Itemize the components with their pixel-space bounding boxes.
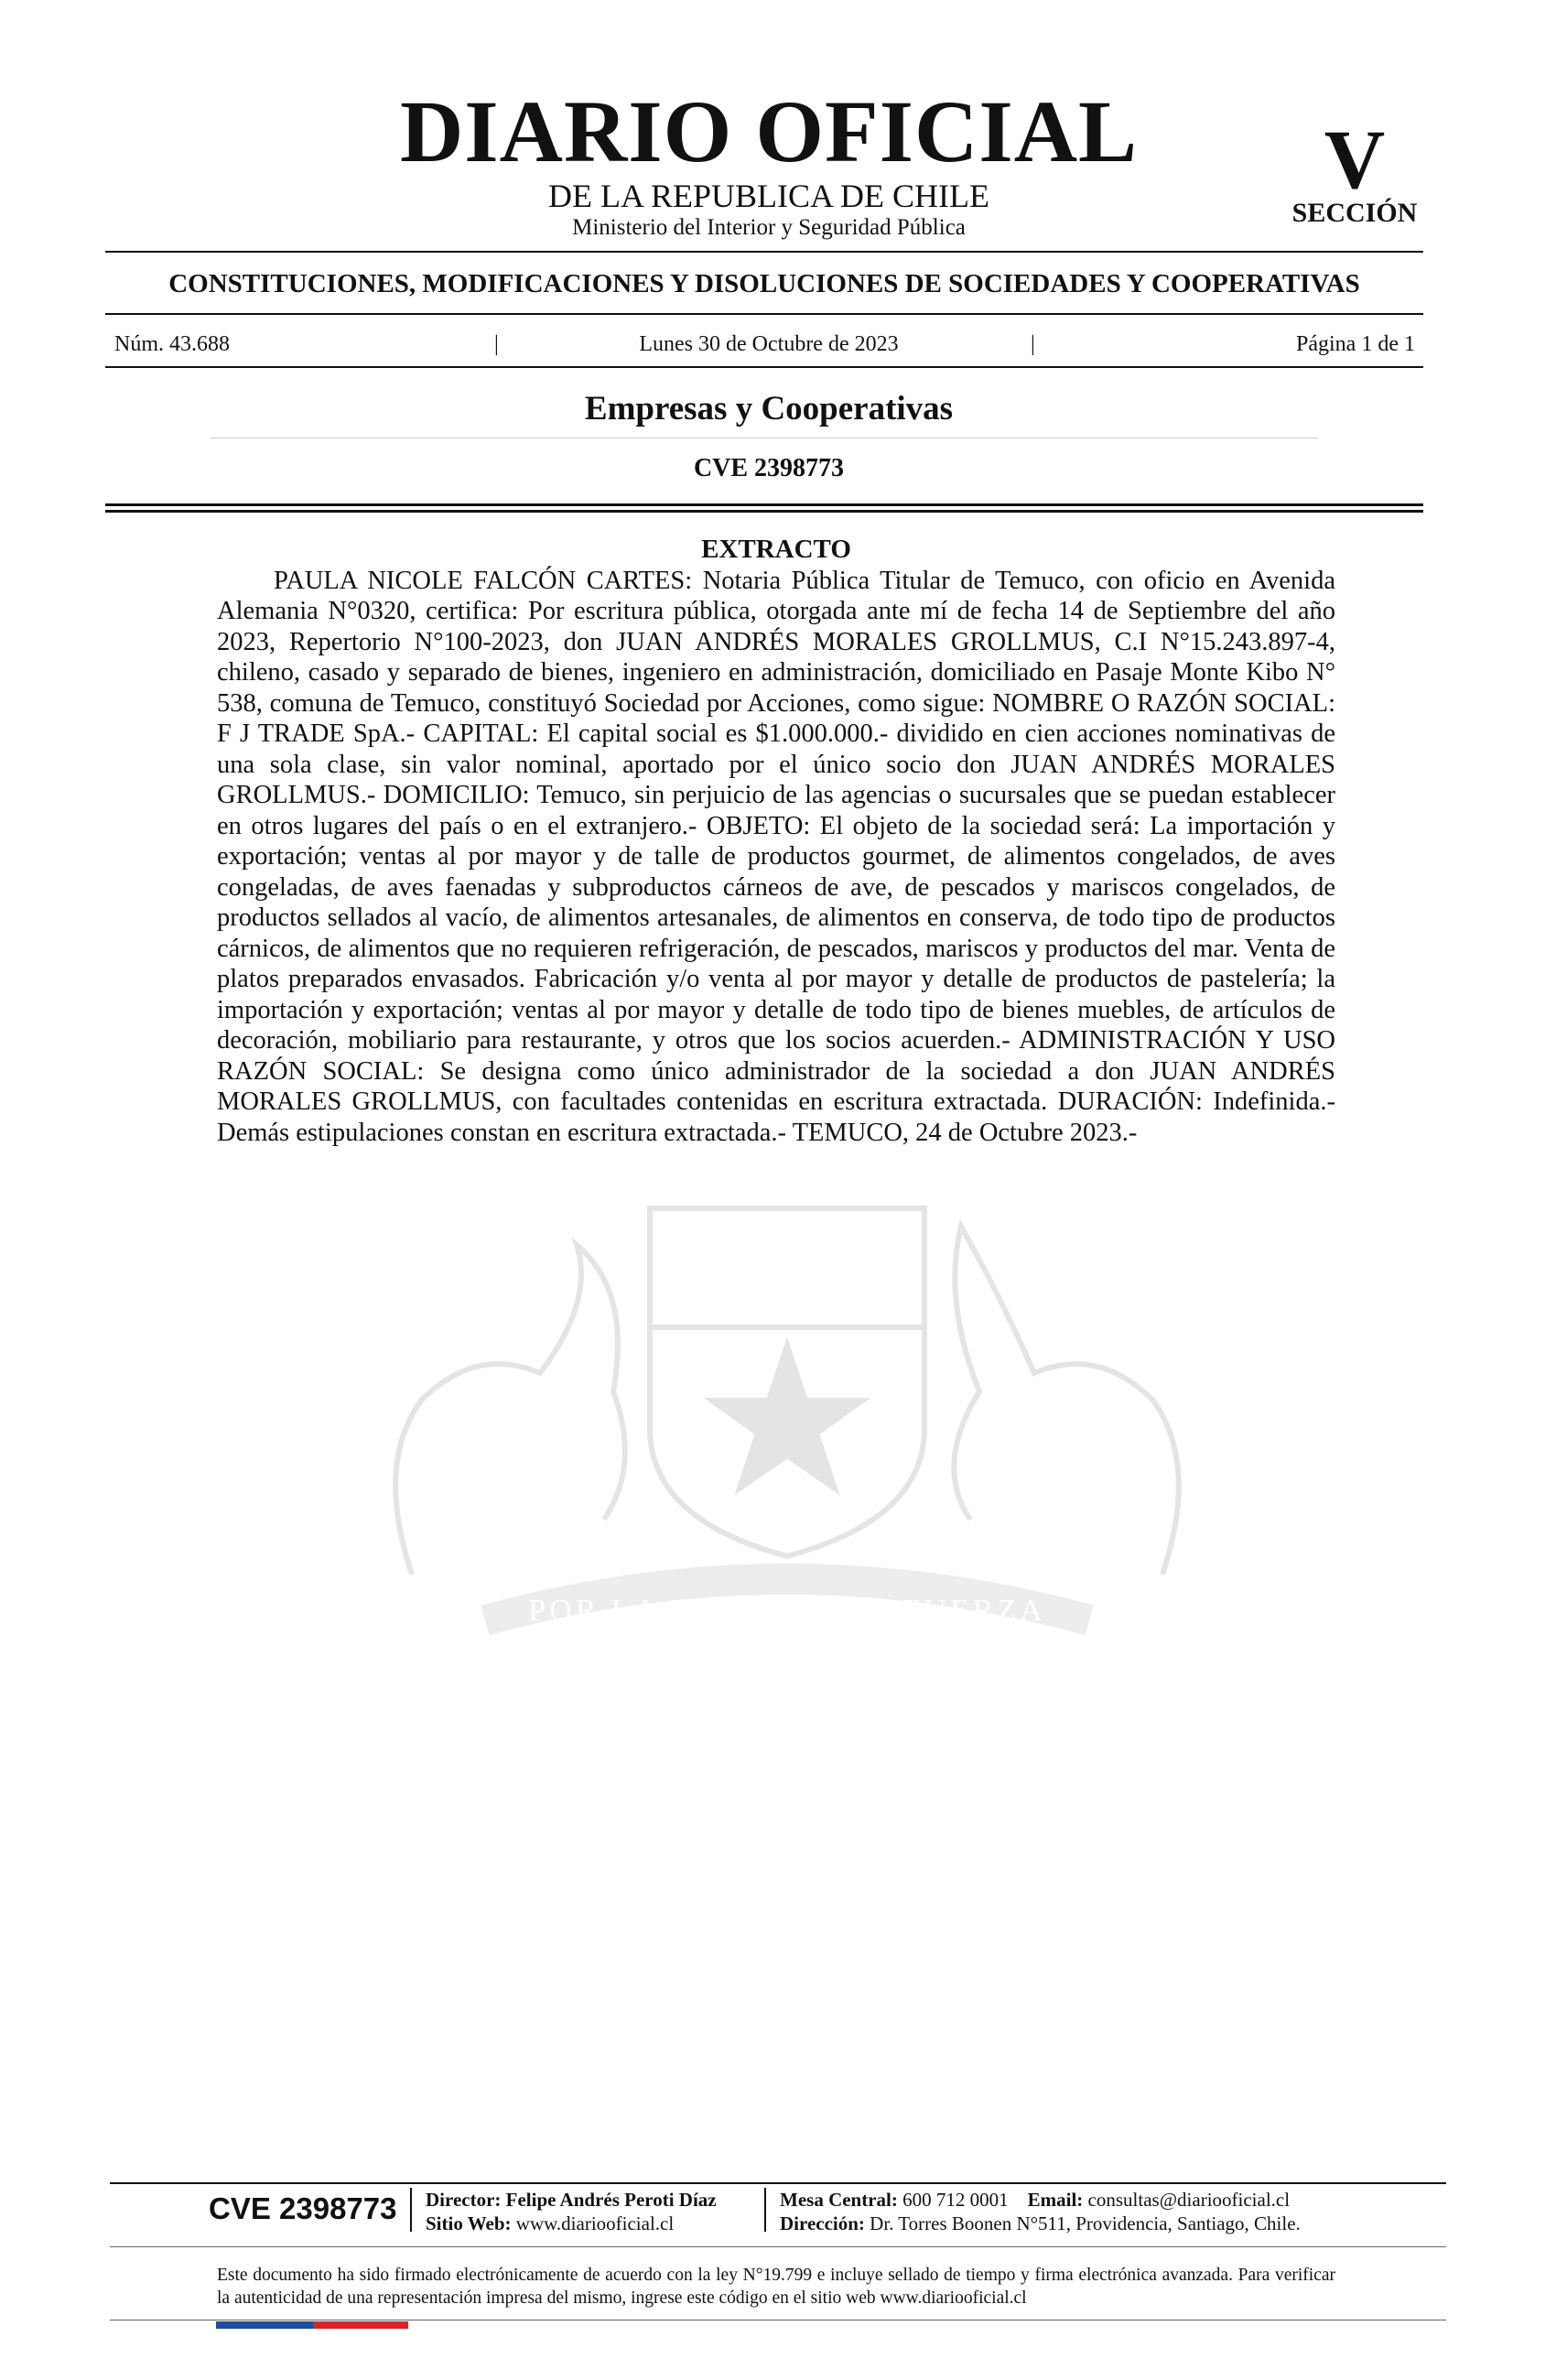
page-number: Página 1 de 1	[1296, 332, 1415, 356]
footer-director-block	[426, 2188, 717, 2235]
footer-separator	[410, 2188, 412, 2232]
website-label: Sitio Web:	[426, 2212, 512, 2234]
masthead-rule	[105, 251, 1423, 253]
meta-separator: |	[1031, 332, 1035, 356]
masthead-subtitle: DE LA REPUBLICA DE CHILE	[548, 178, 989, 214]
footer-top-rule	[110, 2182, 1446, 2184]
section-banner: CONSTITUCIONES, MODIFICACIONES Y DISOLUCIONES DE SOCIEDADES Y COOPERATIVAS	[168, 269, 1360, 298]
flag-stripe-blue	[216, 2321, 313, 2329]
section-letter: V	[1324, 113, 1386, 206]
cve-code: CVE 2398773	[693, 454, 845, 482]
issue-number: Núm. 43.688	[114, 332, 230, 356]
email-link[interactable]: consultas@diariooficial.cl	[1087, 2189, 1291, 2211]
banner-rule	[105, 313, 1423, 315]
footer-contact-block	[780, 2188, 1301, 2235]
phone-value: 600 712 0001	[902, 2189, 1009, 2211]
extract-text: PAULA NICOLE FALCÓN CARTES: Notaria Pública Titular de Temuco, con oficio en Avenida Alemania N°0320, certifica: Por escritura pública, otorgada ante mí de fecha 14 de Septiembre del año 2023, Repertorio N°100-2023, don JUAN ANDRÉS MORALES GROLLMUS, C.I N°15.243.897-4, chileno, casado y separado de bienes, ingeniero en administración, domiciliado en Pasaje Monte Kibo N° 538, comuna de Temuco, constituyó Sociedad por Acciones, como sigue: NOMBRE O RAZÓN SOCIAL: F J TRADE SpA.- CAPITAL: El capital social es $1.000.000.- dividido en cien acciones nominativas de una sola clase, sin valor nominal, aportado por el único socio don JUAN ANDRÉS MORALES GROLLMUS.- DOMICILIO: Temuco, sin perjuicio de las agencias o sucursales que se puedan establecer en otros lugares del país o en el extranjero.- OBJETO: El objeto de la sociedad será: La importación y exportación; ventas al por mayor y de talle de productos gourmet, de alimentos congelados, de aves congeladas, de aves faenadas y subproductos cárneos de ave, de pescados y mariscos congelados, de productos sellados al vacío, de alimentos artesanales, de alimentos en conserva, de todo tipo de productos cárnicos, de alimentos que no requieren refrigeración, de pescados, mariscos y productos del mar. Venta de platos preparados envasados. Fabricación y/o venta al por mayor y detalle de productos de pastelería; la importación y exportación; ventas al por mayor y detalle de todo tipo de bienes muebles, de artículos de decoración, mobiliario para restaurante, y otros que los socios acuerden.- ADMINISTRACIÓN Y USO RAZÓN SOCIAL: Se designa como único administrador de la sociedad a don JUAN ANDRÉS MORALES GROLLMUS, con facultades contenidas en escritura extractada. DURACIÓN: Indefinida.- Demás estipulaciones constan en escritura extractada.- TEMUCO, 24 de Octubre 2023.-	[217, 566, 1335, 1147]
footer-separator	[764, 2188, 766, 2232]
phone-label: Mesa Central:	[780, 2189, 898, 2211]
flag-stripe-red	[313, 2321, 408, 2329]
footer-mid-rule	[110, 2246, 1446, 2247]
footer-cve-code: CVE 2398773	[209, 2191, 397, 2225]
meta-rule	[105, 366, 1423, 368]
director-name: Felipe Andrés Peroti Díaz	[505, 2189, 717, 2211]
issue-date: Lunes 30 de Octubre de 2023	[639, 332, 899, 356]
extract-body	[217, 535, 1335, 1148]
double-rule-bottom	[105, 510, 1423, 513]
section-word: SECCIÓN	[1291, 198, 1418, 228]
meta-separator: |	[494, 332, 499, 356]
watermark-motto: POR LA RAZON O LA FUERZA	[528, 1594, 1046, 1628]
website-link[interactable]: www.diariooficial.cl	[515, 2212, 675, 2234]
email-label: Email:	[1027, 2189, 1084, 2211]
masthead-title: DIARIO OFICIAL	[399, 82, 1139, 180]
coat-of-arms-watermark	[302, 1190, 1272, 1703]
address-label: Dirección:	[780, 2212, 865, 2234]
double-rule-top	[105, 503, 1423, 506]
masthead-ministry: Ministerio del Interior y Seguridad Pública	[572, 215, 966, 240]
director-label: Director:	[426, 2189, 502, 2211]
extract-title: EXTRACTO	[701, 535, 851, 564]
section-heading: Empresas y Cooperativas	[584, 390, 954, 427]
address-value: Dr. Torres Boonen N°511, Providencia, Santiago, Chile.	[870, 2212, 1301, 2234]
footer-legal-note: Este documento ha sido firmado electrónicamente de acuerdo con la ley N°19.799 e incluye sellado de tiempo y firma electrónica avanzada. Para verificar la autenticidad de una representación impresa del mismo, ingrese este código en el sitio web www.diariooficial.cl	[217, 2266, 1335, 2308]
